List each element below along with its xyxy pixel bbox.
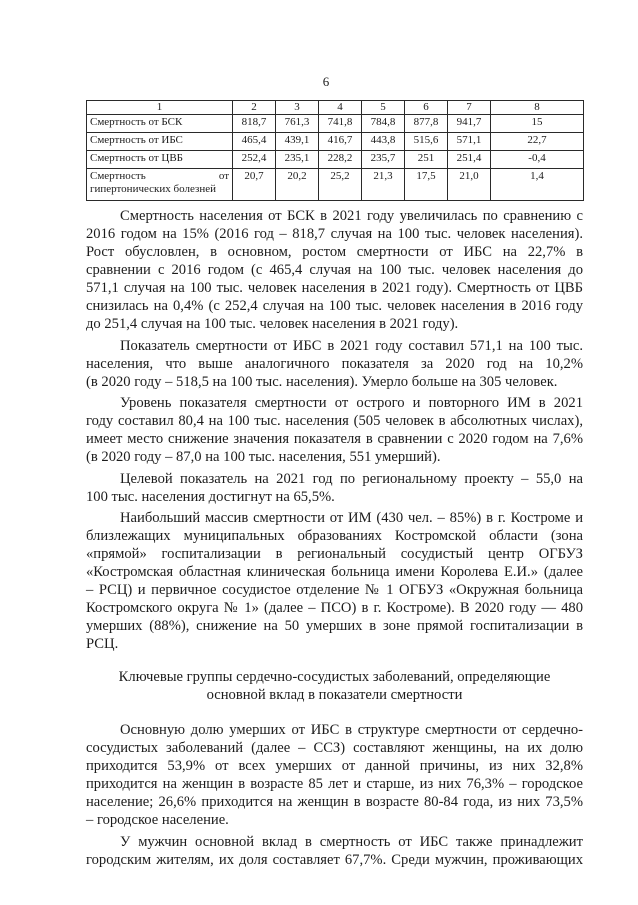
table-cell: 784,8 (362, 115, 405, 133)
text-line: РСЦ. (86, 636, 119, 652)
paragraph (86, 833, 583, 869)
table-row (87, 115, 584, 133)
text-line: Смертность населения от БСК в 2021 году увеличилась по сравнению с (120, 208, 583, 224)
text-line: – городское население. (86, 812, 229, 828)
table-cell: 17,5 (405, 169, 448, 201)
row-label: Смертность от БСК (87, 115, 233, 133)
column-number: 8 (491, 101, 584, 115)
row-label: Смертность от гипертонических болезней (87, 169, 233, 201)
table-cell: 761,3 (276, 115, 319, 133)
text-line: близлежащих муниципальных образованиях Костромской области (зона (86, 528, 583, 544)
table-cell: 252,4 (233, 151, 276, 169)
text-line: Целевой показатель на 2021 год по региональному проекту – 55,0 на (120, 470, 583, 487)
text-line: снизилась на 0,4% (с 252,4 случая на 100 тыс. человек населения в 2016 году (86, 298, 583, 314)
text-line: Уровень показателя смертности от острого и повторного ИМ в 2021 (120, 395, 583, 411)
table-row (87, 151, 584, 169)
text-line: 2016 годом на 15% (2016 год – 818,7 случая на 100 тыс. человек населения). (86, 226, 583, 242)
table-cell: 20,2 (276, 169, 319, 201)
table-cell: 15 (491, 115, 584, 133)
table-cell: 465,4 (233, 133, 276, 151)
text-line: году составил 80,4 на 100 тыс. населения (505 человек в абсолютных числах), (86, 413, 583, 429)
text-line: Основную долю умерших от ИБС в структуре смертности от сердечно- (120, 722, 583, 738)
text-line: сравнении с 2016 годом (с 465,4 случая на 100 тыс. человек населения до (86, 262, 583, 278)
table-cell: 235,7 (362, 151, 405, 169)
section-heading (86, 668, 583, 704)
text-line: приходится 53,9% от всех умерших от данной причины, из них 32,8% (86, 758, 583, 774)
table-cell: 228,2 (319, 151, 362, 169)
paragraph (86, 721, 583, 829)
table-cell: 1,4 (491, 169, 584, 201)
text-line: «прямой» госпитализации в региональный сосудистый центр ОГБУЗ (86, 546, 583, 562)
text-line: сосудистых заболеваний (далее – ССЗ) составляют женщины, на их долю (86, 740, 583, 756)
text-line: У мужчин основной вклад в смертность от ИБС также принадлежит (120, 833, 583, 850)
table-cell: 22,7 (491, 133, 584, 151)
column-number: 4 (319, 101, 362, 115)
column-number: 3 (276, 101, 319, 115)
paragraph (86, 509, 583, 653)
body-text (86, 207, 583, 872)
text-line: Ключевые группы сердечно-сосудистых заболеваний, определяющие (118, 669, 551, 685)
table-cell: 443,8 (362, 133, 405, 151)
column-number: 5 (362, 101, 405, 115)
text-line: до 251,4 случая на 100 тыс. человек населения в 2021 году). (86, 316, 459, 332)
text-line: Показатель смертности от ИБС в 2021 году составил 571,1 на 100 тыс. (120, 337, 583, 354)
table-cell: 21,3 (362, 169, 405, 201)
text-line: «Костромская областная клиническая больница имени Королева Е.И.» (далее (86, 564, 583, 580)
column-number: 7 (448, 101, 491, 115)
table-cell: 941,7 (448, 115, 491, 133)
text-line: Костромского округа № 1» (далее – ПСО) в г. Костроме). В 2020 году — 480 (86, 600, 583, 616)
text-line: умерших (88%), снижение на 50 умерших в зоне прямой госпитализации в (86, 618, 583, 634)
text-line: основной вклад в показатели смертности (206, 687, 463, 703)
row-label: Смертность от ИБС (87, 133, 233, 151)
text-line: Наибольший массив смертности от ИМ (430 чел. – 85%) в г. Костроме и (120, 510, 583, 526)
table-header-row (87, 101, 584, 115)
column-number: 2 (233, 101, 276, 115)
mortality-table (86, 100, 584, 201)
table-cell: 818,7 (233, 115, 276, 133)
text-line: городским жителям, их доля составляет 67,7%. Среди мужчин, проживающих (86, 851, 583, 868)
text-line: 571,1 случая на 100 тыс. человек населения в 2021 году). Смертность от ЦВБ (86, 280, 583, 296)
row-label: Смертность от ЦВБ (87, 151, 233, 169)
table-cell: 515,6 (405, 133, 448, 151)
table-cell: 20,7 (233, 169, 276, 201)
paragraph (86, 394, 583, 466)
table-cell: 235,1 (276, 151, 319, 169)
table-row (87, 169, 584, 201)
text-line: (в 2020 году – 87,0 на 100 тыс. населения, 551 умерший). (86, 449, 441, 465)
table-cell: 416,7 (319, 133, 362, 151)
text-line: население; 26,6% приходится на женщин в возрасте 80-84 года, из них 73,5% (86, 794, 583, 810)
text-line: имеет место снижение значения показателя в сравнении с 2020 годом на 7,6% (86, 431, 583, 447)
text-line: приходится на женщин в возрасте 85 лет и старше, из них 76,3% – городское (86, 776, 583, 792)
paragraph (86, 470, 583, 506)
text-line: – РСЦ) и первичное сосудистое отделение № 1 ОГБУЗ «Окружная больница (86, 582, 583, 598)
page-number: 6 (322, 74, 330, 89)
table-cell: 251,4 (448, 151, 491, 169)
table-cell: 25,2 (319, 169, 362, 201)
text-line: населения, что выше аналогичного показателя за 2020 год на 10,2% (86, 355, 583, 372)
column-number: 6 (405, 101, 448, 115)
table-cell: 741,8 (319, 115, 362, 133)
text-line: (в 2020 году – 518,5 на 100 тыс. населения). Умерло больше на 305 человек. (86, 373, 558, 390)
table-cell: 251 (405, 151, 448, 169)
text-line: 100 тыс. населения достигнут на 65,5%. (86, 488, 335, 505)
text-line: Рост обусловлен, в основном, ростом смертности от ИБС на 22,7% в (86, 244, 583, 260)
table-cell: 571,1 (448, 133, 491, 151)
column-number: 1 (87, 101, 233, 115)
table-cell: 21,0 (448, 169, 491, 201)
table-cell: 439,1 (276, 133, 319, 151)
table-cell: 877,8 (405, 115, 448, 133)
paragraph (86, 207, 583, 333)
paragraph (86, 337, 583, 391)
table-row (87, 133, 584, 151)
table-cell: -0,4 (491, 151, 584, 169)
